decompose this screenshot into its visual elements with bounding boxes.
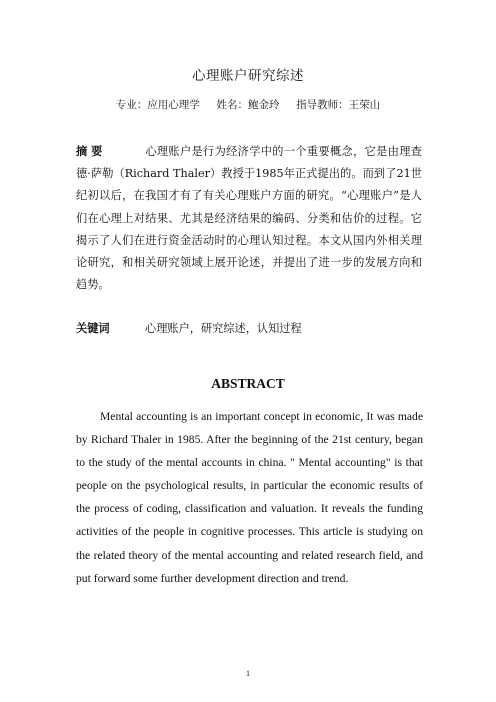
- english-abstract-heading: ABSTRACT: [211, 376, 285, 391]
- keywords-label: 关键词: [76, 322, 110, 335]
- page-number: 1: [246, 669, 250, 678]
- author-info-line: 专业：应用心理学 姓名：鲍金玲 指导教师：王荣山: [115, 99, 381, 111]
- abstract-text: 心理账户是行为经济学中的一个重要概念，它是由理查德·萨勒（Richard Thaler）教授于1985年正式提出的。而到了21世纪初以后，在我国才有了有关心理账户方面的研究。“心理账户”是人们在心理上对结果、尤其是经济结果的编码、分类和估价的过程。它揭示了人们在进行资金活动时的心理认知过程。本文从国内外相关理论研究，和相关研究领域上展开论述，并提出了进一步的发展方向和趋势。: [76, 145, 422, 292]
- chinese-abstract: [76, 141, 422, 296]
- keywords-text: 心理账户，研究综述，认知过程: [145, 322, 302, 335]
- abstract-label: 摘 要: [76, 145, 103, 158]
- page-title: 心理账户研究综述: [192, 68, 304, 84]
- english-abstract-text: Mental accounting is an important concept in economic, It was made by Richard Thaler in 1985. After the beginning of the 21st century, began to the study of the mental accounts in china. " Mental accounting" is that people on the psychological results, in particular the economic results of the process of coding, classification and valuation. It reveals the funding activities of the people in cognitive processes. This article is studying on the related theory of the mental accounting and related research field, and put forward some further development direction and trend.: [76, 410, 423, 585]
- keywords-section: [76, 320, 422, 336]
